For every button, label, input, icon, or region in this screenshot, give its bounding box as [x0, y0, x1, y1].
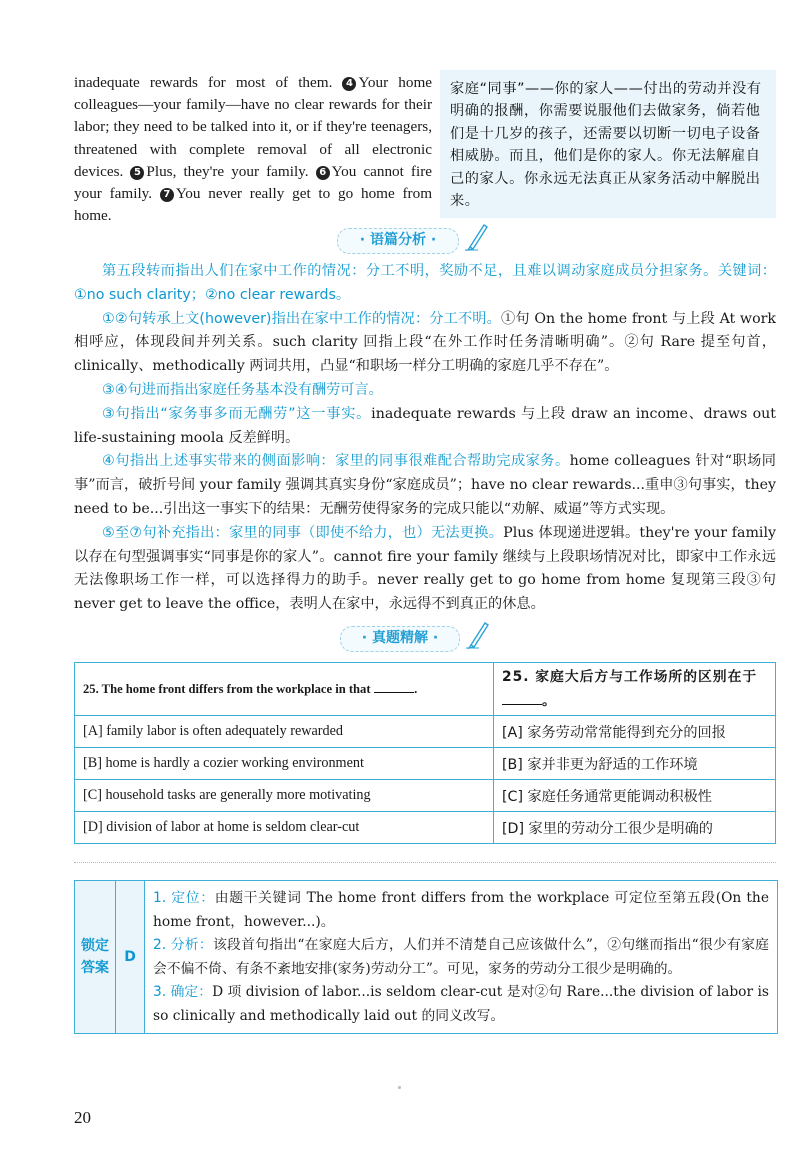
- analysis-heading: [337, 228, 459, 254]
- step-2-text: 该段首句指出“在家庭大后方，人们并不清楚自己应该做什么”，②句继而指出“很少有家庭会不偏不倚、有条不紊地安排(家务)劳动分工”。可见，家务的劳动分工很少是明确的。: [153, 937, 769, 977]
- passage-sentence-3-end: inadequate rewards for most of them.: [74, 74, 333, 91]
- analysis-para-5-highlight: ④句指出上述事实带来的侧面影响：家里的同事很难配合帮助完成家务。: [102, 453, 570, 470]
- analysis-para-6-highlight: ⑤至⑦句补充指出：家里的同事（即使不给力，也）无法更换。: [102, 524, 504, 541]
- option-en: [B] home is hardly a cozier working environment: [75, 748, 494, 780]
- analysis-para-2-text: ①句 On the home front 与上段 At work 相呼应，体现段间并列关系。such clarity 回指上段“在外工作时任务清晰明确”。②句 Rare 提至句首，clinically、methodically 两词共用，凸显“和职场一样分工明确的家庭几乎不存在”。: [74, 310, 776, 375]
- sentence-number-6: 6: [316, 166, 330, 180]
- passage-sentence-7: You never really get to go home from home.: [74, 185, 433, 225]
- sentence-number-4: 4: [342, 77, 356, 91]
- option-zh: [B] 家并非更为舒适的工作环境: [494, 748, 776, 780]
- option-en: [A] family labor is often adequately rewarded: [75, 716, 494, 748]
- option-row: [75, 748, 776, 780]
- analysis-para-1: [74, 260, 776, 308]
- analysis-para-3: [74, 379, 776, 403]
- answer-label: 锁定答案: [75, 881, 116, 1033]
- analysis-para-1-highlight: 第五段转而指出人们在家中工作的情况：分工不明，奖励不足，且难以调动家庭成员分担家务。关键词：①no such clarity；②no clear rewards。: [74, 263, 776, 303]
- step-3-label: 3. 确定：: [153, 984, 213, 1001]
- passage-sentence-6: You cannot fire your family.: [74, 162, 433, 203]
- answer-blank: [502, 704, 542, 705]
- question-heading: [340, 626, 460, 652]
- analysis-para-5-text: home colleagues 针对“职场同事”而言，破折号间 your family 强调其真实身份“家庭成员”；have no clear rewards...重申③句事实，they need to be...引出这一事实下的结果：无酬劳使得家务的完成只能以“劝解、威逼”等方式实现。: [74, 453, 776, 517]
- pen-icon: [464, 221, 490, 251]
- answer-box: [74, 880, 778, 1034]
- analysis-para-6: [74, 522, 776, 617]
- step-3-text: D 项 division of labor...is seldom clear-cut 是对②句 Rare...the division of labor is so clinically and methodically laid out 的同义改写。: [153, 984, 769, 1024]
- analysis-para-4-highlight: ③句指出“家务事多而无酬劳”这一事实。: [102, 405, 372, 422]
- option-zh: [D] 家里的劳动分工很少是明确的: [494, 812, 776, 844]
- option-zh: [C] 家庭任务通常更能调动积极性: [494, 780, 776, 812]
- passage-paragraph: [74, 72, 432, 227]
- analysis-body: [74, 260, 776, 617]
- sentence-number-7: 7: [160, 188, 174, 202]
- question-stem-zh: 25. 家庭大后方与工作场所的区别在于。: [494, 663, 776, 716]
- answer-letter: D: [116, 881, 145, 1033]
- analysis-para-6-text: Plus 体现递进逻辑。they're your family 以存在句型强调事实“同事是你的家人”。cannot fire your family 继续与上段职场情况对比，即家中工作永远无法像职场工作一样，可以选择得力的助手。never really get to go home from home 复现第三段③句 never get to leave the office，表明人在家中，永远得不到真正的休息。: [74, 524, 776, 613]
- analysis-para-4: [74, 403, 776, 451]
- pen-icon: [465, 619, 491, 649]
- sentence-number-5: 5: [130, 166, 144, 180]
- answer-explanation: [153, 887, 769, 1029]
- analysis-para-3-highlight: ③④句进而指出家庭任务基本没有酬劳可言。: [102, 381, 383, 398]
- question-stem-en: 25. The home front differs from the workplace in that .: [75, 663, 494, 716]
- translation-text: 家庭“同事”——你的家人——付出的劳动并没有明确的报酬，你需要说服他们去做家务，倘若他们是十几岁的孩子，还需要以切断一切电子设备相威胁。而且，他们是你的家人。你无法解雇自己的家人。你永远无法真正从家务活动中解脱出来。: [450, 81, 762, 210]
- analysis-para-5: [74, 450, 776, 521]
- option-en: [C] household tasks are generally more motivating: [75, 780, 494, 812]
- answer-step-3: [153, 981, 769, 1028]
- passage-sentence-4: Your home colleagues—your family—have no clear rewards for their labor; they need to be talked into it, or if they're teenagers, threatened with complete removal of all electronic devices.: [74, 74, 432, 180]
- step-1-label: 1. 定位：: [153, 890, 215, 906]
- answer-step-2: [153, 934, 769, 981]
- answer-step-1: [153, 887, 769, 934]
- step-1-text: 由题干关键词 The home front differs from the workplace 可定位至第五段(On the home front，however...)。: [153, 890, 769, 930]
- divider: [74, 862, 776, 863]
- answer-blank: [374, 692, 414, 693]
- question-stem-zh-text: 25. 家庭大后方与工作场所的区别在于: [502, 669, 758, 685]
- option-en: [D] division of labor at home is seldom clear-cut: [75, 812, 494, 844]
- page-number: 20: [74, 1108, 91, 1127]
- analysis-heading-text: · 语篇分析 ·: [359, 232, 437, 248]
- option-row: [75, 780, 776, 812]
- option-row: [75, 812, 776, 844]
- decorative-dot: [398, 1086, 401, 1089]
- question-table: [74, 662, 776, 844]
- question-heading-text: · 真题精解 ·: [361, 630, 439, 646]
- analysis-para-4-text: inadequate rewards 与上段 draw an income、draws out life-sustaining moola 反差鲜明。: [74, 405, 777, 446]
- passage-sentence-5: Plus, they're your family.: [146, 162, 309, 180]
- translation-box: [440, 70, 776, 218]
- step-2-label: 2. 分析：: [153, 937, 213, 954]
- option-row: [75, 716, 776, 748]
- question-stem-row: [75, 663, 776, 716]
- analysis-para-2: [74, 308, 776, 379]
- option-zh: [A] 家务劳动常常能得到充分的回报: [494, 716, 776, 748]
- question-stem-en-text: 25. The home front differs from the workplace in that: [83, 681, 371, 696]
- analysis-para-2-highlight: ①②句转承上文(however)指出在家中工作的情况：分工不明。: [102, 310, 501, 327]
